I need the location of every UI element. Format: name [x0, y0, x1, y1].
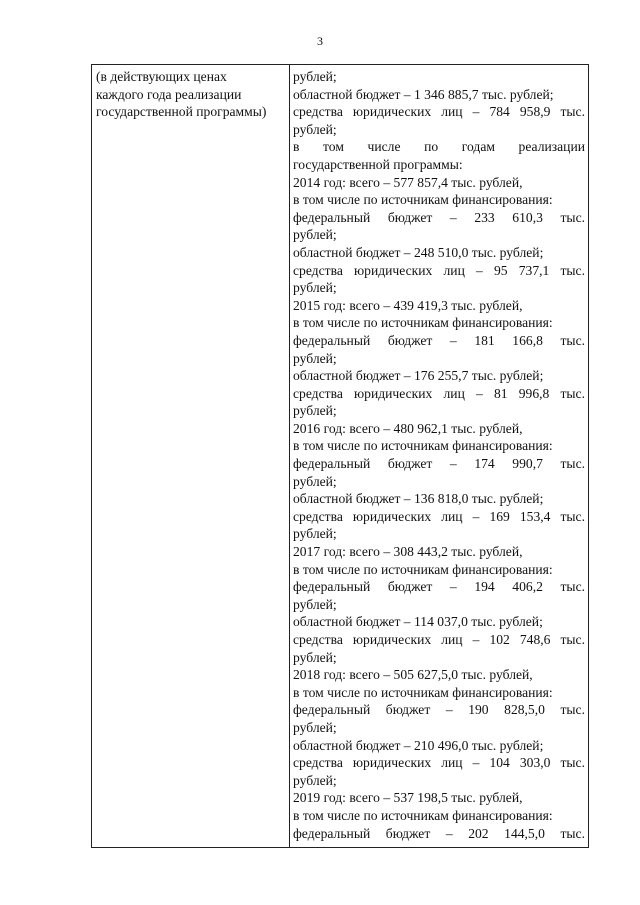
value-line: 2017 год: всего – 308 443,2 тыс. рублей,	[293, 544, 523, 560]
value-line: средства юридических лиц – 102 748,6 тыс.	[293, 632, 585, 647]
value-line: федеральный бюджет – 194 406,2 тыс.	[293, 579, 585, 595]
value-line: государственной программы:	[293, 156, 463, 172]
value-line: федеральный бюджет – 181 166,8 тыс.	[293, 332, 585, 348]
label-line: (в действующих ценах	[96, 69, 227, 84]
value-line: в том числе по источникам финансирования:	[293, 684, 553, 700]
value-line: областной бюджет – 1 346 885,7 тыс. рублей;	[293, 86, 554, 102]
value-line: рублей;	[293, 719, 337, 735]
value-line: в том числе по источникам финансирования:	[293, 807, 553, 823]
value-line: средства юридических лиц – 81 996,8 тыс.	[293, 385, 585, 401]
value-line: областной бюджет – 210 496,0 тыс. рублей;	[293, 737, 544, 753]
value-line: 2015 год: всего – 439 419,3 тыс. рублей,	[293, 297, 523, 313]
value-line: федеральный бюджет – 190 828,5,0 тыс.	[293, 702, 585, 718]
value-line: федеральный бюджет – 233 610,3 тыс.	[293, 209, 585, 225]
label-line: государственной программы)	[96, 104, 267, 120]
value-line: в том числе по источникам финансирования:	[293, 315, 553, 331]
value-line: рублей;	[293, 596, 337, 612]
value-line: в том числе по источникам финансирования:	[293, 192, 553, 208]
value-line: 2018 год: всего – 505 627,5,0 тыс. рублей,	[293, 667, 533, 683]
value-line: средства юридических лиц – 784 958,9 тыс.	[293, 104, 585, 120]
page-number: 3	[317, 34, 323, 48]
value-line: областной бюджет – 176 255,7 тыс. рублей;	[293, 368, 544, 384]
value-line: рублей;	[293, 350, 337, 366]
label-line: каждого года реализации	[96, 86, 242, 102]
value-line: средства юридических лиц – 169 153,4 тыс.	[293, 508, 585, 524]
value-line: в том числе по годам реализации	[293, 139, 585, 155]
value-line: в том числе по источникам финансирования:	[293, 438, 553, 454]
value-line: областной бюджет – 136 818,0 тыс. рублей;	[293, 491, 544, 507]
value-line: федеральный бюджет – 174 990,7 тыс.	[293, 456, 585, 472]
value-line: рублей;	[293, 121, 337, 137]
value-line: рублей;	[293, 772, 337, 788]
value-line: областной бюджет – 248 510,0 тыс. рублей;	[293, 244, 544, 260]
value-line: рублей;	[293, 227, 337, 243]
value-line: в том числе по источникам финансирования:	[293, 561, 553, 577]
value-line: федеральный бюджет – 202 144,5,0 тыс.	[293, 825, 585, 841]
value-line: рублей;	[293, 403, 337, 419]
value-line: рублей;	[293, 649, 337, 665]
value-line: рублей;	[293, 473, 337, 489]
value-line: средства юридических лиц – 95 737,1 тыс.	[293, 262, 585, 278]
value-line: рублей;	[293, 69, 337, 84]
value-line: 2019 год: всего – 537 198,5 тыс. рублей,	[293, 790, 523, 806]
value-line: рублей;	[293, 280, 337, 296]
value-line: 2016 год: всего – 480 962,1 тыс. рублей,	[293, 420, 523, 436]
value-line: рублей;	[293, 526, 337, 542]
value-line: 2014 год: всего – 577 857,4 тыс. рублей,	[293, 174, 523, 190]
financing-table	[91, 64, 589, 848]
value-cell	[290, 65, 588, 847]
label-cell	[92, 65, 290, 847]
value-line: средства юридических лиц – 104 303,0 тыс.	[293, 755, 585, 771]
value-line: областной бюджет – 114 037,0 тыс. рублей;	[293, 614, 543, 630]
